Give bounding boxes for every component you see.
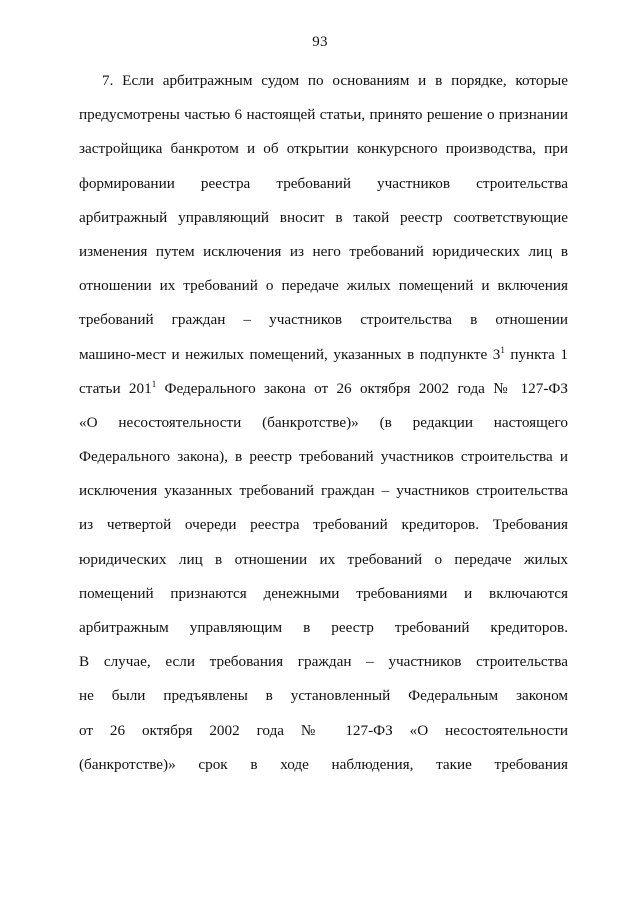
text-line-3: застройщика банкротом и об открытии конкурсного производства, при [79,140,568,158]
paragraph-7 [79,64,568,782]
text-line-16: помещений признаются денежными требованиями и включаются [79,584,568,602]
subparagraph-number: 3 [492,345,501,363]
subparagraph-reference [493,346,505,363]
text-line-14: из четвертой очереди реестра требований кредиторов. Требования [79,516,568,534]
page-number: 93 [312,34,328,50]
text-line-9-start: машино-мест и нежилых помещений, указанных в подпункте [79,345,488,363]
article-superscript: 1 [151,378,157,389]
text-line-12: Федерального закона), в реестр требований участников строительства и [79,448,568,466]
subparagraph-superscript: 1 [500,344,505,355]
text-line-15: юридических лиц в отношении их требований о передаче жилых [79,550,568,568]
text-line-4: формировании реестра требований участников строительства [79,174,568,192]
text-line-6: изменения путем исключения из него требований юридических лиц в [79,242,568,260]
text-line-11: «О несостоятельности (банкротстве)» (в редакции настоящего [79,413,568,431]
text-line-13: исключения указанных требований граждан – участников строительства [79,482,568,500]
text-line-21: (банкротстве)» срок в ходе наблюдения, такие требования [79,755,568,773]
text-line-10 [79,372,568,406]
text-line-8: требований граждан – участников строительства в отношении [79,311,568,329]
text-line-19: не были предъявлены в установленный Федеральным законом [79,687,568,705]
text-line-1: 7. Если арбитражным судом по основаниям и в порядке, которые [102,72,568,89]
text-line-7: отношении их требований о передаче жилых помещений и включения [79,277,568,295]
article-reference [129,380,156,397]
text-line-9 [79,338,568,372]
text-line-10-start: статьи [79,379,121,397]
article-number: 201 [128,379,152,397]
text-line-9-end: пункта 1 [510,345,568,363]
text-line-5: арбитражный управляющий вносит в такой реестр соответствующие [79,208,568,226]
text-line-18: В случае, если требования граждан – участников строительства [79,653,568,671]
text-line-10-end: Федерального закона от 26 октября 2002 года № 127-ФЗ [164,379,568,397]
text-line-2: предусмотрены частью 6 настоящей статьи, принято решение о признании [79,106,568,124]
text-line-17: арбитражным управляющим в реестр требований кредиторов. [79,619,568,636]
text-line-20: от 26 октября 2002 года № 127-ФЗ «О несостоятельности [79,721,568,739]
